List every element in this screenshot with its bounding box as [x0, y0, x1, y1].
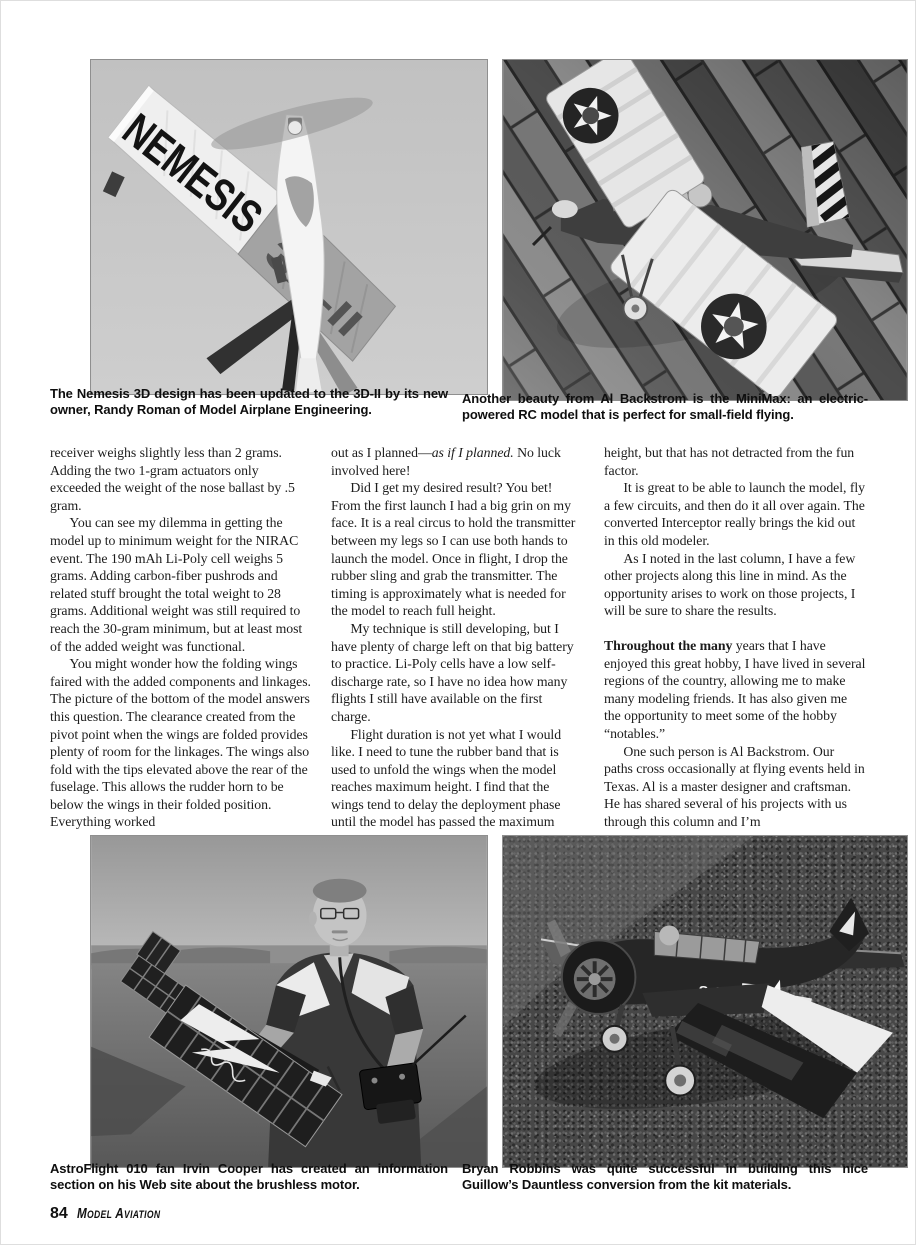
caption-cooper: AstroFlight 010 fan Irvin Cooper has created an information section on his Web site about the brushless motor. [50, 1161, 448, 1192]
photo-dauntless [502, 835, 908, 1168]
body-paragraph: height, but that has not detracted from the fun factor. [604, 445, 855, 478]
body-paragraph [331, 444, 585, 479]
propeller-blade [553, 1001, 577, 1037]
page-number: 84 [50, 1205, 68, 1222]
hair [313, 879, 367, 903]
page-footer [50, 1205, 184, 1225]
article-body [50, 444, 866, 830]
article-column-3 [604, 444, 866, 829]
body-paragraph: My technique is still developing, but I have plenty of charge left on that big battery to practice. Li-Poly cells have a low self-discharge rate, so I have no idea how many flights I still have available on the first charge. [331, 620, 574, 724]
text-run: years that I have enjoyed this great hobby, I have lived in several regions of the country, allowing me to make many modeling friends. It has also given me the opportunity to meet some of the hobby “notables.” [604, 637, 866, 741]
body-paragraph: One such person is Al Backstrom. Our paths cross occasionally at flying events held in Texas. Al is a master designer and craftsman. He has shared several of his projects with us through this column and I’m [604, 743, 865, 829]
dauntless-photo-illustration [503, 836, 907, 1167]
body-paragraph: As I noted in the last column, I have a few other projects along this line in mind. As the opportunity arises to work on those projects, I will be sure to share the results. [604, 550, 856, 619]
nemesis-photo-illustration [91, 60, 487, 394]
body-paragraph: Flight duration is not yet what I would like. I need to tune the rubber band that is used to unfold the wings when the model reaches maximum height. I find that the wings tend to delay the deployment phase until the model has passed the maximum [331, 726, 562, 830]
article-column-1 [50, 444, 312, 830]
italic-phrase: as if I planned. [431, 445, 514, 460]
text-run: No luck involved here! [331, 445, 561, 478]
body-paragraph: Did I get my desired result? You bet! From the first launch I had a big grin on my face. It is a real circus to hold the transmitter between my legs so I can use both hands to launch the model. Once in flight, I drop the rubber sling and grab the transmitter. The timing is approximately what is needed for the model to reach full height. [331, 480, 576, 619]
tree-line [91, 947, 270, 965]
minimax-photo-illustration [503, 60, 907, 400]
article-column-2 [331, 444, 585, 830]
body-paragraph: You can see my dilemma in getting the model up to minimum weight for the NIRAC event. The 190 mAh Li-Poly cell weighs 5 grams. Adding carbon-fiber pushrods and related stuff brought the total weight to 28 grams. Additional weight was still required to reach the 30-gram minimum, but at least most of the added weight was functional. [50, 515, 303, 654]
body-paragraph: You might wonder how the folding wings faired with the added components and linkages. The picture of the bottom of the model answers this question. The clearance created from the pivot point when the wings are folded provides plenty of room for the linkages. The wings also fold with the tips elevated above the rear of the fuselage. This allows the rudder horn to be below the wings in their folded position. Everything worked [50, 656, 311, 830]
photo-irvin-cooper [90, 835, 488, 1168]
tree-line [389, 947, 486, 965]
caption-minimax: Another beauty from Al Backstrom is the MiniMax: an electric-powered RC model that is perfect for small-field flying. [462, 391, 868, 422]
caption-dauntless: Bryan Robbins was quite successful in building this nice Guillow’s Dauntless conversion from the kit materials. [462, 1161, 868, 1192]
text-run: out as I planned— [331, 445, 432, 460]
body-paragraph: It is great to be able to launch the model, fly a few circuits, and then do it all over again. The converted Interceptor really brings the kid out in this old modeler. [604, 480, 866, 548]
body-paragraph: receiver weighs slightly less than 2 grams. Adding the two 1-gram actuators only exceeded the weight of the nose ballast by .5 gram. [50, 445, 295, 513]
photo-nemesis-3d [90, 59, 488, 395]
nemesis-wing-lettering: NEMESIS [113, 103, 308, 271]
photo-minimax [502, 59, 908, 401]
caption-nemesis: The Nemesis 3D design has been updated to the 3D-II by its new owner, Randy Roman of Model Airplane Engineering. [50, 386, 448, 417]
bold-lead-in: Throughout the many [604, 637, 733, 653]
pilot-figure [659, 925, 679, 945]
body-paragraph [604, 637, 866, 743]
magazine-title-logo: Model Aviation [76, 1205, 161, 1222]
cooper-photo-illustration [91, 836, 487, 1167]
